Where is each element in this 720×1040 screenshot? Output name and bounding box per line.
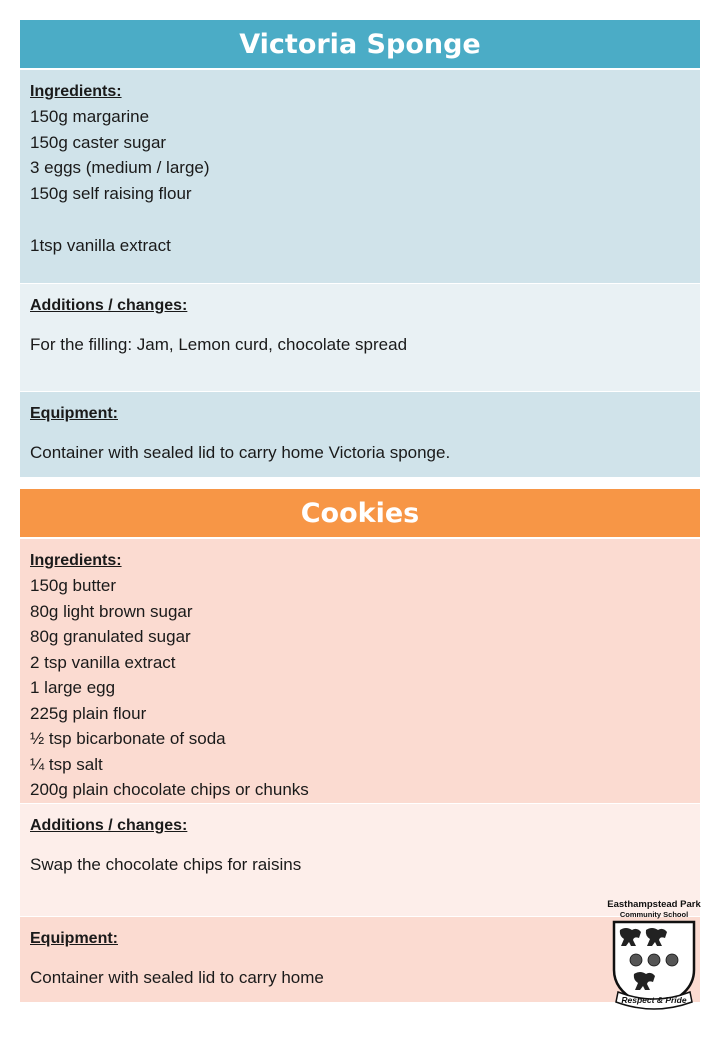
- ingredient-item: 80g granulated sugar: [30, 627, 191, 646]
- additions-heading: Additions / changes:: [30, 817, 188, 834]
- school-name-line1: Easthampstead Park: [607, 899, 701, 910]
- ingredient-item: 80g light brown sugar: [30, 601, 193, 621]
- ingredient-item: 150g self raising flour: [30, 183, 192, 203]
- ingredients-heading: Ingredients:: [30, 552, 122, 569]
- motto-text: Respect & Pride: [621, 995, 687, 1005]
- ingredient-item: 3 eggs (medium / large): [30, 158, 210, 177]
- victoria-sponge-equipment-section: [20, 392, 700, 478]
- ingredient-item: 200g plain chocolate chips or chunks: [30, 780, 309, 799]
- equipment-text: Container with sealed lid to carry home: [30, 968, 324, 987]
- cookies-ingredients-section: [20, 539, 700, 804]
- ingredient-item: 150g butter: [30, 576, 117, 595]
- school-crest-icon: [606, 896, 702, 1014]
- school-crest-logo: [606, 896, 702, 1014]
- additions-heading: Additions / changes:: [30, 297, 188, 314]
- ingredient-item: 1 large egg: [30, 678, 116, 697]
- victoria-sponge-card: [20, 20, 700, 478]
- shell-icon: [630, 954, 678, 966]
- ingredient-item: 225g plain flour: [30, 703, 147, 723]
- cookies-card: [20, 489, 700, 1003]
- ingredient-item: 1tsp vanilla extract: [30, 236, 171, 255]
- equipment-text: Container with sealed lid to carry home Victoria sponge.: [30, 443, 451, 462]
- victoria-sponge-title: Victoria Sponge: [20, 20, 700, 70]
- cookies-additions-section: [20, 804, 700, 917]
- equipment-heading: Equipment:: [30, 405, 118, 422]
- ingredient-item: 150g caster sugar: [30, 132, 167, 152]
- cookies-equipment-section: [20, 917, 700, 1003]
- cookies-title: Cookies: [20, 489, 700, 539]
- school-name-line2: Community School: [619, 910, 689, 919]
- additions-text: Swap the chocolate chips for raisins: [30, 855, 302, 874]
- ingredient-item: ½ tsp bicarbonate of soda: [30, 729, 226, 748]
- ingredient-item: ¼ tsp salt: [30, 754, 103, 774]
- victoria-sponge-ingredients-section: [20, 70, 700, 284]
- victoria-sponge-additions-section: [20, 284, 700, 392]
- equipment-heading: Equipment:: [30, 930, 118, 947]
- additions-text: For the filling: Jam, Lemon curd, chocolate spread: [30, 335, 408, 354]
- ingredient-item: 150g margarine: [30, 107, 150, 126]
- ingredients-heading: Ingredients:: [30, 83, 122, 100]
- ingredient-item: 2 tsp vanilla extract: [30, 652, 176, 672]
